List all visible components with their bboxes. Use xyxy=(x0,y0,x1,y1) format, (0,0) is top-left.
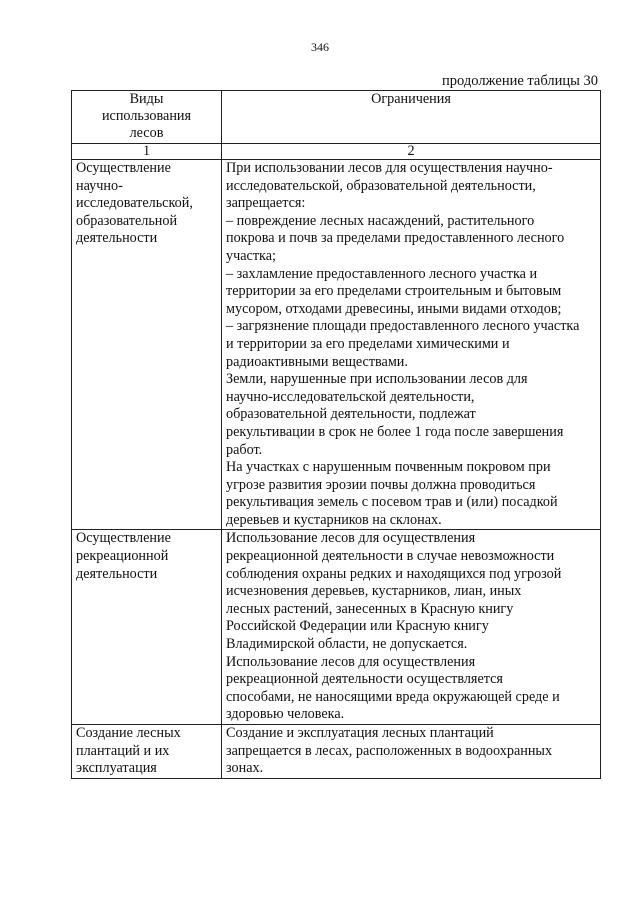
table-row xyxy=(72,530,601,725)
cell-line: Российской Федерации или Красную книгу xyxy=(226,618,489,635)
cell-line: соблюдения охраны редких и находящихся под угрозой xyxy=(226,565,562,582)
cell-line: деятельности xyxy=(76,565,158,582)
cell-line: угрозе развития эрозии почвы должна проводиться xyxy=(226,476,536,493)
cell-line: зонах. xyxy=(226,760,264,777)
cell-line: – загрязнение площади предоставленного лесного участка xyxy=(226,318,580,335)
forest-use-cell xyxy=(72,530,222,725)
column-number-row xyxy=(72,144,601,160)
cell-line: территории за его пределами строительным и бытовым xyxy=(226,283,562,300)
cell-line: Использование лесов для осуществления xyxy=(226,653,476,670)
cell-line: образовательной xyxy=(76,212,178,229)
cell-line: работ. xyxy=(226,441,263,458)
cell-line: На участках с нарушенным почвенным покровом при xyxy=(226,459,551,476)
cell-line: научно-исследовательской деятельности, xyxy=(226,388,475,405)
forest-use-cell xyxy=(72,725,222,779)
cell-line: Использование лесов для осуществления xyxy=(226,530,476,547)
cell-line: исчезновения деревьев, кустарников, лиан, иных xyxy=(226,583,522,600)
table-row xyxy=(72,725,601,779)
cell-line: Осуществление xyxy=(76,160,171,176)
restriction-cell xyxy=(222,725,601,779)
cell-line: лесных растений, занесенных в Красную книгу xyxy=(226,600,514,617)
cell-line: – повреждение лесных насаждений, растительного xyxy=(226,212,535,229)
cell-line: способами, не наносящими вреда окружающей среде и xyxy=(226,688,560,705)
header-line: лесов xyxy=(129,125,164,141)
table-header-row xyxy=(72,91,601,144)
cell-line: рекреационной xyxy=(76,548,169,565)
cell-line: деятельности xyxy=(76,230,158,247)
cell-line: образовательной деятельности, подлежат xyxy=(226,406,476,423)
forest-use-cell xyxy=(72,160,222,530)
cell-line: радиоактивными веществами. xyxy=(226,353,408,370)
table-continuation-label: продолжение таблицы 30 xyxy=(442,73,598,89)
header-line: Ограничения xyxy=(371,91,451,107)
column-number: 2 xyxy=(222,144,601,160)
restriction-cell xyxy=(222,530,601,725)
forest-use-restrictions-table xyxy=(71,90,601,779)
cell-line: и территории за его пределами химическими и xyxy=(226,335,510,352)
cell-line: запрещается в лесах, расположенных в водоохранных xyxy=(226,742,553,759)
cell-line: запрещается: xyxy=(226,195,306,212)
column-number: 1 xyxy=(72,144,222,160)
cell-line: научно- xyxy=(76,177,123,194)
cell-line: эксплуатация xyxy=(76,760,157,777)
cell-line: исследовательской, xyxy=(76,195,193,212)
cell-line: рекреационной деятельности осуществляется xyxy=(226,671,503,688)
header-line: Виды xyxy=(129,91,164,107)
cell-line: Земли, нарушенные при использовании лесов для xyxy=(226,371,528,388)
cell-line: рекреационной деятельности в случае невозможности xyxy=(226,548,555,565)
cell-line: участка; xyxy=(226,247,276,264)
cell-line: – захламление предоставленного лесного участка и xyxy=(226,265,538,282)
cell-line: исследовательской, образовательной деятельности, xyxy=(226,177,536,194)
cell-line: Создание и эксплуатация лесных плантаций xyxy=(226,725,494,741)
cell-line: здоровью человека. xyxy=(226,706,345,723)
cell-line: деревьев и кустарников на склонах. xyxy=(226,511,442,528)
cell-line: мусором, отходами древесины, иными видами отходов; xyxy=(226,300,562,317)
table-row xyxy=(72,160,601,530)
cell-line: При использовании лесов для осуществления научно- xyxy=(226,160,553,176)
restriction-cell xyxy=(222,160,601,530)
cell-line: плантаций и их xyxy=(76,742,170,759)
page-number: 346 xyxy=(311,40,329,54)
cell-line: Осуществление xyxy=(76,530,171,547)
header-line: использования xyxy=(101,108,192,124)
cell-line: рекультивации в срок не более 1 года после завершения xyxy=(226,423,564,440)
cell-line: Владимирской области, не допускается. xyxy=(226,636,468,653)
header-forest-use-types xyxy=(72,91,222,144)
cell-line: рекультивация земель с посевом трав и (или) посадкой xyxy=(226,494,558,511)
header-restrictions xyxy=(222,91,601,144)
cell-line: покрова и почв за пределами предоставленного лесного xyxy=(226,230,565,247)
cell-line: Создание лесных xyxy=(76,725,181,741)
